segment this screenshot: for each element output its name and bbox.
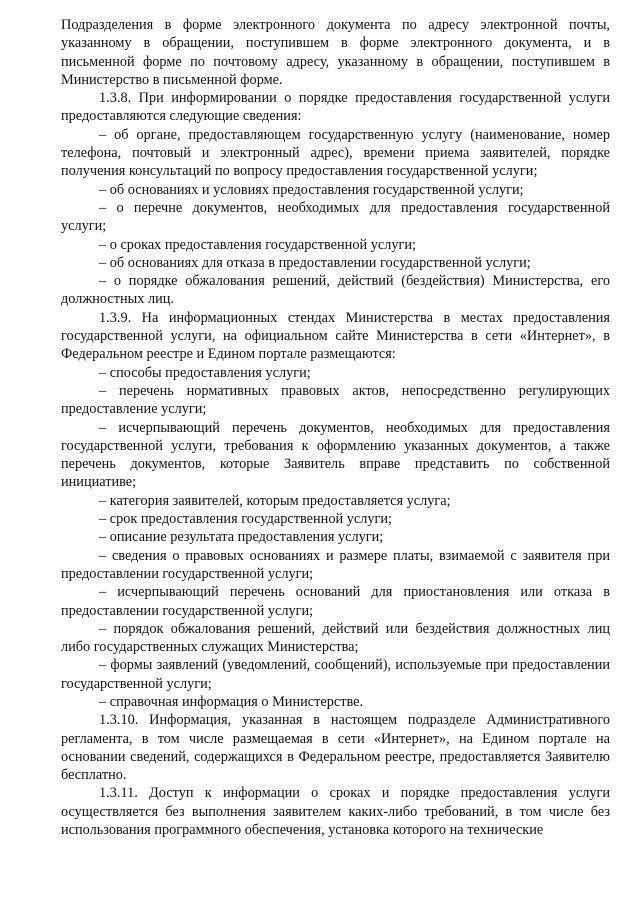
list-item: – описание результата предоставления услуги;: [99, 529, 384, 546]
list-item: – об основаниях и условиях предоставления государственной услуги;: [99, 181, 524, 198]
list-item: – об органе, предоставляющем государственную услугу (наименование, номер телефона, почтовый и электронный адрес), времени приема заявителей, порядке получения консультаций по вопросу предоставления государственной услуги;: [61, 126, 610, 180]
list-item: – порядок обжалования решений, действий или бездействия должностных лиц либо государственных служащих Министерства;: [61, 620, 610, 656]
list-item: – справочная информация о Министерстве.: [99, 693, 364, 710]
list-item: – сведения о правовых основаниях и размере платы, взимаемой с заявителя при предоставлении государственной услуги;: [61, 547, 610, 582]
list-item: – формы заявлений (уведомлений, сообщений), используемые при предоставлении государственной услуги;: [61, 657, 610, 692]
list-item: – о порядке обжалования решений, действий (бездействия) Министерства, его должностных лиц.: [61, 273, 610, 308]
document-page: [61, 16, 610, 839]
list-item: – перечень нормативных правовых актов, непосредственно регулирующих предоставление услуги;: [61, 382, 610, 418]
list-item: – об основаниях для отказа в предоставлении государственной услуги;: [99, 254, 531, 271]
paragraph-1-3-9: 1.3.9. На информационных стендах Министерства в местах предоставления государственной услуги, на официальном сайте Министерства в сети «Интернет», в Федеральном реестре и Едином портале размещаются:: [61, 309, 610, 363]
list-item: – срок предоставления государственной услуги;: [99, 511, 392, 528]
paragraph-1-3-8: 1.3.8. При информировании о порядке предоставления государственной услуги предоставляются следующие сведения:: [61, 90, 610, 125]
paragraph-1-3-10: 1.3.10. Информация, указанная в настоящем подразделе Административного регламента, в том числе размещаемая в сети «Интернет», на Едином портале на основании сведений, содержащихся в Федеральном реестре, предоставляется Заявителю бесплатно.: [61, 712, 610, 784]
list-item: – способы предоставления услуги;: [99, 364, 311, 381]
list-item: – о перечне документов, необходимых для предоставления государственной услуги;: [61, 199, 610, 235]
list-item: – исчерпывающий перечень оснований для приостановления или отказа в предоставлении государственной услуги;: [61, 584, 610, 619]
list-item: – категория заявителей, которым предоставляется услуга;: [99, 492, 451, 509]
paragraph-continuation: Подразделения в форме электронного документа по адресу электронной почты, указанному в обращении, поступившем в форме электронного документа, и в письменной форме по почтовому адресу, указанному в обращении, поступившем в Министерство в письменной форме.: [61, 17, 610, 88]
paragraph-1-3-11: 1.3.11. Доступ к информации о сроках и порядке предоставления услуги осуществляется без выполнения заявителем каких-либо требований, в том числе без использования программного обеспечения, установка которого на технические: [61, 785, 610, 839]
list-item: – о сроках предоставления государственной услуги;: [99, 236, 416, 253]
list-item: – исчерпывающий перечень документов, необходимых для предоставления государственной услуги, требования к оформлению указанных документов, а также перечень документов, которые Заявитель вправе представить по собственной инициативе;: [61, 419, 610, 491]
